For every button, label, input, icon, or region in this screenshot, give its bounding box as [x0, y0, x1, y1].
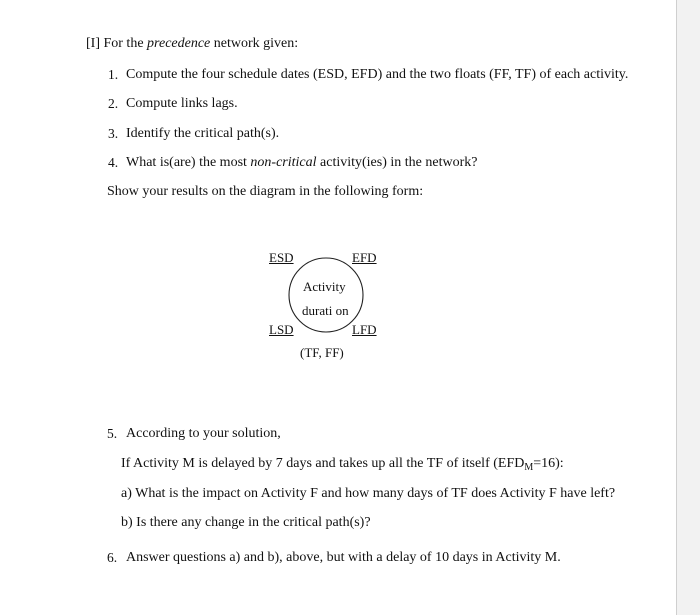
q5-condition: If Activity M is delayed by 7 days and takes up all the TF of itself $(EFD_M=16)$:: [121, 456, 564, 473]
q5-part-a: a) What is the impact on Activity F and how many days of TF does Activity F have left?: [121, 486, 616, 501]
activity-node-diagram: [260, 244, 400, 374]
duration-label: durati on: [302, 303, 349, 318]
show-results-text: Show your results on the diagram in the following form:: [107, 184, 424, 199]
lsd-label: LSD: [269, 322, 294, 337]
floats-label: (TF, FF): [300, 345, 344, 360]
esd-label: ESD: [269, 250, 294, 265]
document-page: [I] For the precedence network given: 1. Compute the four schedule dates (ESD, EFD) and the two floats (FF, TF) of each activity. 2. Compute links lags. 3. Identify the critical path(s). 4. What is(are) the most non-critical activity(ies) in the network? Show your results on the diagram in the following form: ESD EFD Activity durati on LSD LFD (TF, FF) 5. According to your solution, If Activity M is delayed by 7 days and takes up all the TF of itself $(EFD_M=16)$: a) What is the impact on Activity F and how many days of TF does Activity F have left? b) Is there any change in the critical path(s)? 6. Answer questions a) and b), above, but with a delay of 10 days in Activity M.: [0, 0, 677, 615]
efd-label: EFD: [352, 250, 377, 265]
intro-line: [I] For the precedence network given:: [86, 36, 299, 51]
lfd-label: LFD: [352, 322, 377, 337]
activity-node-circle: [289, 258, 363, 332]
q5-part-b: b) Is there any change in the critical path(s)?: [121, 515, 371, 530]
activity-label: Activity: [303, 279, 346, 294]
